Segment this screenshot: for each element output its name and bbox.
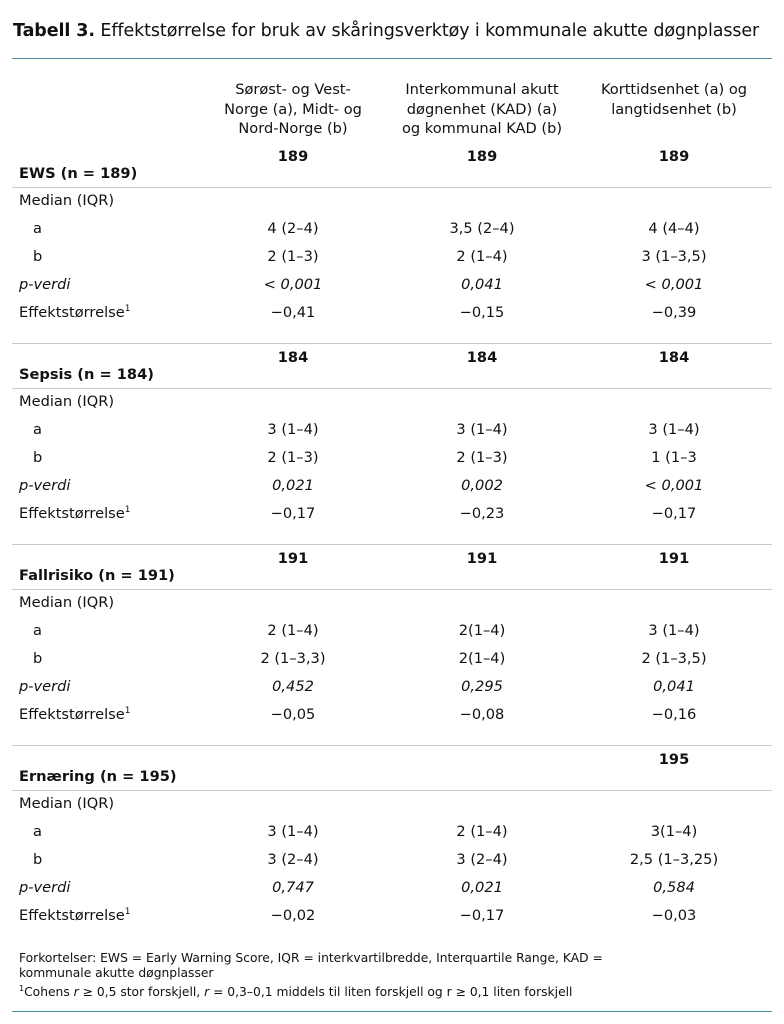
section-header-rule [12, 388, 772, 389]
row-label-p-value: p-verdi [19, 879, 71, 896]
cell-b-col1: 3 (2–4) [267, 851, 319, 868]
column-header-1-line1: Sørøst- og Vest- [235, 81, 351, 98]
footnote-effect-size-text: Cohens r ≥ 0,5 stor forskjell, r = 0,3–0,1 middels til liten forskjell og r ≥ 0,1 liten forskjell [24, 985, 573, 999]
cell-b-col1: 2 (1–3,3) [260, 650, 326, 667]
section-count-col3: 191 [658, 550, 690, 567]
footnote-effect-size [19, 982, 572, 999]
top-rule [12, 58, 772, 59]
cell-p-col2: 0,295 [461, 678, 503, 695]
section-header-rule [12, 187, 772, 188]
row-label-effect-size-text: Effektstørrelse [19, 706, 125, 723]
row-label-effect-size-marker: 1 [124, 505, 131, 515]
section-header-rule [12, 790, 772, 791]
row-label-p-value: p-verdi [19, 477, 71, 494]
section-title: EWS (n = 189) [19, 165, 138, 182]
row-label-p-value: p-verdi [19, 276, 71, 293]
row-label-effect-size [19, 907, 130, 924]
column-header-2 [387, 80, 577, 139]
cell-effekt-col1: −0,02 [270, 907, 316, 924]
row-label-effect-size [19, 505, 130, 522]
cell-a-col2: 3 (1–4) [456, 421, 508, 438]
footnote-abbreviations-line2: kommunale akutte døgnplasser [19, 966, 214, 980]
row-label-effect-size-marker: 1 [124, 304, 131, 314]
cell-p-col1: 0,452 [272, 678, 314, 695]
row-label-b: b [33, 851, 43, 868]
row-label-median-iqr: Median (IQR) [19, 393, 115, 410]
cell-effekt-col2: −0,17 [459, 907, 505, 924]
cell-a-col2: 2 (1–4) [456, 823, 508, 840]
section-divider [12, 343, 772, 344]
section-count-col3: 184 [658, 349, 690, 366]
cell-effekt-col1: −0,05 [270, 706, 316, 723]
column-header-1-line3: Nord-Norge (b) [238, 120, 348, 137]
cell-p-col1: 0,747 [272, 879, 314, 896]
section-title: Ernæring (n = 195) [19, 768, 177, 785]
column-header-2-line3: og kommunal KAD (b) [401, 120, 563, 137]
section-count-col3: 195 [658, 751, 690, 768]
cell-a-col3: 3 (1–4) [648, 421, 700, 438]
cell-p-col3: 0,584 [653, 879, 695, 896]
row-label-a: a [33, 823, 42, 840]
row-label-effect-size-text: Effektstørrelse [19, 907, 125, 924]
cell-effekt-col3: −0,16 [651, 706, 697, 723]
row-label-median-iqr: Median (IQR) [19, 594, 115, 611]
cell-a-col1: 3 (1–4) [267, 421, 319, 438]
cell-p-col2: 0,021 [461, 879, 503, 896]
section-divider [12, 544, 772, 545]
cell-a-col1: 3 (1–4) [267, 823, 319, 840]
section-count-col2: 191 [466, 550, 498, 567]
cell-a-col2: 3,5 (2–4) [449, 220, 515, 237]
row-label-effect-size-marker: 1 [124, 907, 131, 917]
cell-b-col1: 2 (1–3) [267, 449, 319, 466]
cell-a-col3: 3(1–4) [650, 823, 698, 840]
row-label-b: b [33, 650, 43, 667]
cell-b-col3: 3 (1–3,5) [641, 248, 707, 265]
cell-effekt-col3: −0,17 [651, 505, 697, 522]
cell-effekt-col2: −0,23 [459, 505, 505, 522]
row-label-effect-size [19, 706, 130, 723]
cell-b-col2: 2 (1–4) [456, 248, 508, 265]
section-header-rule [12, 589, 772, 590]
cell-p-col3: < 0,001 [644, 477, 704, 494]
column-header-1-line2: Norge (a), Midt- og [224, 100, 362, 118]
cell-p-col3: < 0,001 [644, 276, 704, 293]
cell-b-col1: 2 (1–3) [267, 248, 319, 265]
column-header-1 [198, 80, 388, 139]
cell-effekt-col1: −0,41 [270, 304, 316, 321]
section-count-col2: 189 [466, 148, 498, 165]
section-divider [12, 745, 772, 746]
row-label-p-value: p-verdi [19, 678, 71, 695]
cell-b-col2: 3 (2–4) [456, 851, 508, 868]
row-label-median-iqr: Median (IQR) [19, 795, 115, 812]
cell-a-col3: 4 (4–4) [648, 220, 700, 237]
footnote-abbreviations-line1: Forkortelser: EWS = Early Warning Score, IQR = interkvartilbredde, Interquartile Range, KAD = [19, 951, 603, 965]
cell-effekt-col3: −0,03 [651, 907, 697, 924]
cell-a-col1: 4 (2–4) [267, 220, 319, 237]
section-count-col1: 191 [277, 550, 309, 567]
table-title-label: Tabell 3. [13, 21, 95, 41]
table-title [13, 21, 759, 41]
cell-b-col2: 2(1–4) [458, 650, 506, 667]
cell-a-col1: 2 (1–4) [267, 622, 319, 639]
cell-b-col3: 1 (1–3 [651, 449, 697, 466]
cell-p-col1: < 0,001 [263, 276, 323, 293]
row-label-a: a [33, 622, 42, 639]
row-label-b: b [33, 248, 43, 265]
section-title: Fallrisiko (n = 191) [19, 567, 175, 584]
cell-p-col1: 0,021 [272, 477, 314, 494]
cell-effekt-col3: −0,39 [651, 304, 697, 321]
row-label-a: a [33, 421, 42, 438]
cell-p-col2: 0,002 [461, 477, 503, 494]
cell-a-col3: 3 (1–4) [648, 622, 700, 639]
section-count-col1: 184 [277, 349, 309, 366]
row-label-effect-size-text: Effektstørrelse [19, 304, 125, 321]
table-title-text: Effektstørrelse for bruk av skåringsverktøy i kommunale akutte døgnplasser [100, 21, 760, 41]
column-header-3-line2: langtidsenhet (b) [611, 100, 737, 118]
column-header-3-line1: Korttidsenhet (a) og [600, 81, 748, 98]
section-count-col2: 184 [466, 349, 498, 366]
cell-b-col3: 2 (1–3,5) [641, 650, 707, 667]
column-header-3 [579, 80, 769, 119]
row-label-effect-size-text: Effektstørrelse [19, 505, 125, 522]
row-label-median-iqr: Median (IQR) [19, 192, 115, 209]
cell-effekt-col2: −0,08 [459, 706, 505, 723]
column-header-2-line2: døgnenhet (KAD) (a) [406, 100, 558, 118]
cell-b-col3: 2,5 (1–3,25) [629, 851, 719, 868]
section-title: Sepsis (n = 184) [19, 366, 154, 383]
row-label-effect-size [19, 304, 130, 321]
cell-effekt-col2: −0,15 [459, 304, 505, 321]
section-count-col3: 189 [658, 148, 690, 165]
row-label-a: a [33, 220, 42, 237]
cell-a-col2: 2(1–4) [458, 622, 506, 639]
bottom-rule [12, 1011, 772, 1012]
cell-effekt-col1: −0,17 [270, 505, 316, 522]
footnote-marker: 1 [19, 984, 25, 993]
section-count-col1: 189 [277, 148, 309, 165]
cell-p-col3: 0,041 [653, 678, 695, 695]
row-label-b: b [33, 449, 43, 466]
column-header-2-line1: Interkommunal akutt [405, 81, 559, 98]
cell-b-col2: 2 (1–3) [456, 449, 508, 466]
row-label-effect-size-marker: 1 [124, 706, 131, 716]
cell-p-col2: 0,041 [461, 276, 503, 293]
